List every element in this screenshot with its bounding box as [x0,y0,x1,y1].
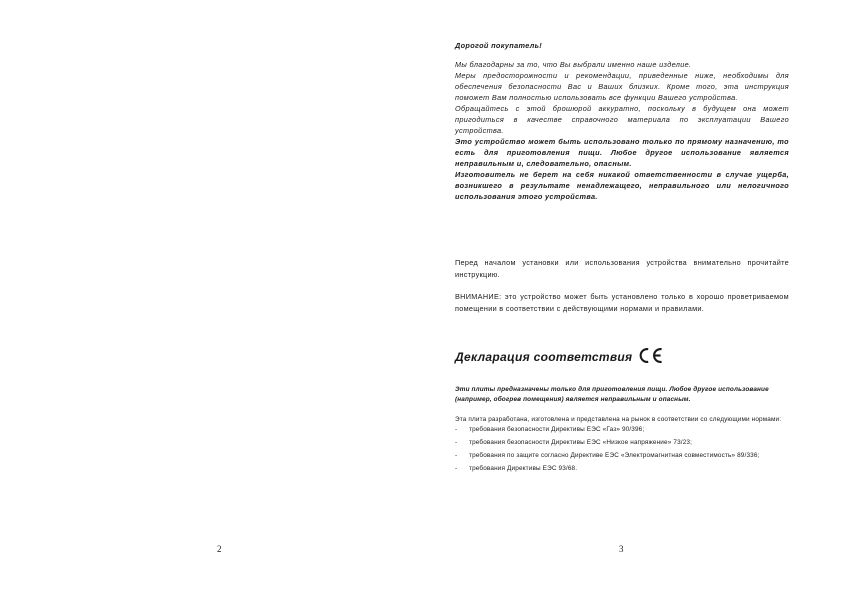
right-page [455,40,789,472]
page-number-right: 3 [619,544,624,554]
list-item: - требования безопасности Директивы ЕЭС «Газ» 90/396; [455,426,645,433]
declaration-title: Декларация соответствия [455,350,633,364]
declaration-heading [455,347,664,364]
intro-paragraph: Мы благодарны за то, что Вы выбрали именно наше изделие. [455,60,692,69]
ce-mark-icon [637,347,664,364]
intro-section [455,40,789,202]
declaration-body [455,385,789,477]
purpose-statement: Эти плиты предназначены только для приготовления пищи. Любое другое использование (например, обогрев помещения) является неправильным и опасным. [455,386,769,403]
greeting: Дорогой покупатель! [455,41,543,50]
compliance-intro: Эта плита разработана, изготовлена и представлена на рынок в соответствии со следующими нормами: [455,416,782,423]
intro-paragraph: Обращайтесь с этой брошюрой аккуратно, поскольку в будущем она может пригодиться в качестве справочного материала по эксплуатации Вашего устройства. [455,104,789,135]
list-item: - требования по защите согласно Директиве ЕЭС «Электромагнитная совместимость» 89/336; [455,452,760,459]
liability-disclaimer: Изготовитель не берет на себя никакой ответственности в случае ущерба, возникшего в результате ненадлежащего, неправильного или нелогичного использования этого устройства. [455,170,789,201]
requirements-list [455,425,789,474]
usage-warning: Это устройство может быть использовано только по прямому назначению, то есть для приготовления пищи. Любое другое использование является неправильным и, следовательно, опасным. [455,137,789,168]
list-item: - требования безопасности Директивы ЕЭС «Низкое напряжение» 73/23; [455,439,693,446]
ventilation-warning: ВНИМАНИЕ: это устройство может быть установлено только в хорошо проветриваемом помещении в соответствии с действующими нормами и правилами. [455,292,789,313]
list-item: - требования Директивы ЕЭС 93/68. [455,465,578,472]
read-instructions-note: Перед началом установки или использования устройства внимательно прочитайте инструкцию. [455,258,789,279]
intro-paragraph: Меры предосторожности и рекомендации, приведенные ниже, необходимы для обеспечения безопасности Вас и Ваших близких. Кроме того, эта инструкция поможет Вам полностью использовать все функции Вашего устройства. [455,71,789,102]
page-number-left: 2 [217,544,222,554]
warnings-section [455,257,789,325]
